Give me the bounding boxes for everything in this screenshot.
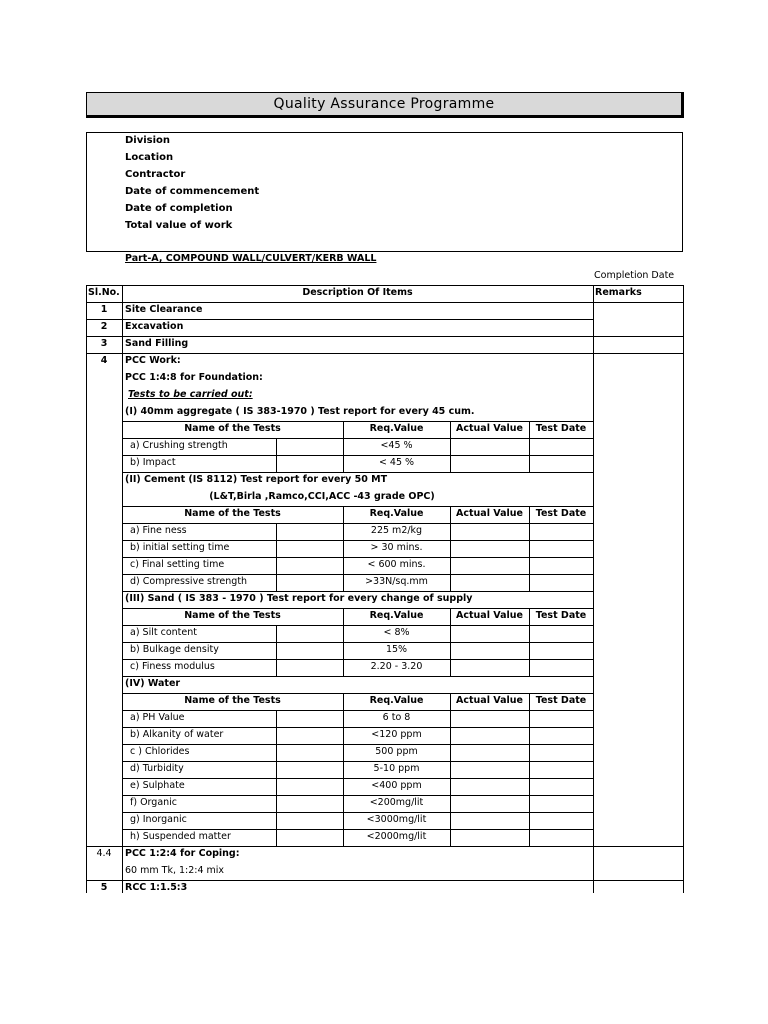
info-completion: Date of completion: [125, 203, 233, 214]
subtable-col-rule: [529, 693, 530, 846]
col-actual-value: Actual Value: [456, 508, 523, 519]
tests-heading: Tests to be carried out:: [128, 389, 253, 400]
item-number: 1: [100, 304, 108, 315]
completion-date-label: Completion Date: [594, 270, 675, 281]
item-number: 5: [100, 882, 108, 893]
subtable-col-rule: [529, 421, 530, 472]
subtable-col-rule: [276, 438, 277, 472]
test-name: a) Silt content: [130, 627, 197, 638]
test-name: a) Fine ness: [130, 525, 187, 536]
item-description: Excavation: [125, 321, 184, 332]
test-name: b) Bulkage density: [130, 644, 219, 655]
test-section-heading: (II) Cement (IS 8112) Test report for every 50 MT: [125, 474, 388, 485]
info-location: Location: [125, 152, 174, 163]
test-req-value: >33N/sq.mm: [365, 576, 428, 587]
subtable-col-rule: [343, 421, 344, 472]
test-name: c) Finess modulus: [130, 661, 215, 672]
subtable-col-rule: [276, 625, 277, 676]
item-description: Site Clearance: [125, 304, 203, 315]
info-contractor: Contractor: [125, 169, 186, 180]
test-req-value: 225 m2/kg: [370, 525, 423, 536]
item-number: 4.4: [96, 848, 112, 859]
col-req-value: Req.Value: [369, 423, 424, 434]
col-actual-value: Actual Value: [456, 423, 523, 434]
col-test-name: Name of the Tests: [184, 695, 281, 706]
test-req-value: <2000mg/lit: [366, 831, 427, 842]
item-description: RCC 1:1.5:3: [125, 882, 188, 893]
subtable-col-rule: [450, 693, 451, 846]
col-req-value: Req.Value: [369, 695, 424, 706]
subtable-col-rule: [276, 523, 277, 591]
subtable-col-rule: [450, 421, 451, 472]
item-description: PCC 1:2:4 for Coping:: [125, 848, 240, 859]
test-name: f) Organic: [130, 797, 178, 808]
col-test-name: Name of the Tests: [184, 423, 281, 434]
test-req-value: > 30 mins.: [370, 542, 423, 553]
subtable-col-rule: [450, 608, 451, 676]
test-section-heading: (I) 40mm aggregate ( IS 383-1970 ) Test report for every 45 cum.: [125, 406, 475, 417]
subtable-col-rule: [450, 506, 451, 591]
item-number: 4: [100, 355, 108, 366]
test-req-value: <120 ppm: [371, 729, 422, 740]
col-actual-value: Actual Value: [456, 695, 523, 706]
test-req-value: <45 %: [380, 440, 413, 451]
info-division: Division: [125, 135, 171, 146]
test-name: a) PH Value: [130, 712, 185, 723]
test-name: b) Impact: [130, 457, 176, 468]
col-test-date: Test Date: [535, 423, 587, 434]
subtable-col-rule: [529, 608, 530, 676]
test-name: c ) Chlorides: [130, 746, 190, 757]
pcc-foundation-label: PCC 1:4:8 for Foundation:: [125, 372, 263, 383]
col-test-date: Test Date: [535, 508, 587, 519]
test-req-value: 5-10 ppm: [373, 763, 420, 774]
subtable-col-rule: [343, 693, 344, 846]
test-req-value: <3000mg/lit: [366, 814, 427, 825]
remarks-col-rule: [593, 285, 594, 893]
test-req-value: 500 ppm: [375, 746, 418, 757]
test-req-value: 6 to 8: [382, 712, 411, 723]
col-actual-value: Actual Value: [456, 610, 523, 621]
test-name: d) Compressive strength: [130, 576, 248, 587]
subtable-col-rule: [343, 608, 344, 676]
test-name: e) Sulphate: [130, 780, 185, 791]
test-req-value: < 45 %: [378, 457, 415, 468]
test-section-heading: (IV) Water: [125, 678, 181, 689]
remarks-header: Remarks: [595, 287, 642, 298]
test-name: b) initial setting time: [130, 542, 230, 553]
col-test-date: Test Date: [535, 610, 587, 621]
col-req-value: Req.Value: [369, 508, 424, 519]
info-total-value: Total value of work: [125, 220, 233, 231]
test-req-value: <400 ppm: [371, 780, 422, 791]
col-test-name: Name of the Tests: [184, 610, 281, 621]
item-number: 3: [100, 338, 108, 349]
col-req-value: Req.Value: [369, 610, 424, 621]
item-description: Sand Filling: [125, 338, 189, 349]
test-name: b) Alkanity of water: [130, 729, 224, 740]
col-test-name: Name of the Tests: [184, 508, 281, 519]
subtable-col-rule: [529, 506, 530, 591]
test-name: g) Inorganic: [130, 814, 187, 825]
test-section-heading: (III) Sand ( IS 383 - 1970 ) Test report for every change of supply: [125, 593, 473, 604]
test-req-value: < 600 mins.: [367, 559, 426, 570]
test-name: h) Suspended matter: [130, 831, 231, 842]
test-name: c) Final setting time: [130, 559, 225, 570]
info-commencement: Date of commencement: [125, 186, 260, 197]
test-req-value: < 8%: [383, 627, 410, 638]
test-name: a) Crushing strength: [130, 440, 228, 451]
item-subdescription: 60 mm Tk, 1:2:4 mix: [125, 865, 225, 876]
test-req-value: 15%: [385, 644, 408, 655]
part-heading: Part-A, COMPOUND WALL/CULVERT/KERB WALL: [125, 253, 377, 264]
subtable-rule: [122, 676, 593, 677]
subtable-col-rule: [343, 506, 344, 591]
subtable-col-rule: [276, 710, 277, 846]
test-req-value: 2.20 - 3.20: [370, 661, 423, 672]
page-title: Quality Assurance Programme: [86, 92, 684, 118]
item-number: 2: [100, 321, 108, 332]
test-section-subheading: (L&T,Birla ,Ramco,CCI,ACC -43 grade OPC): [209, 491, 435, 502]
test-req-value: <200mg/lit: [369, 797, 424, 808]
item-description: PCC Work:: [125, 355, 181, 366]
slno-header: Sl.No.: [88, 287, 120, 298]
slno-col-rule: [122, 285, 123, 893]
table-right-rule: [683, 285, 684, 893]
table-left-rule: [86, 285, 87, 893]
test-name: d) Turbidity: [130, 763, 184, 774]
description-header: Description Of Items: [302, 287, 413, 298]
col-test-date: Test Date: [535, 695, 587, 706]
